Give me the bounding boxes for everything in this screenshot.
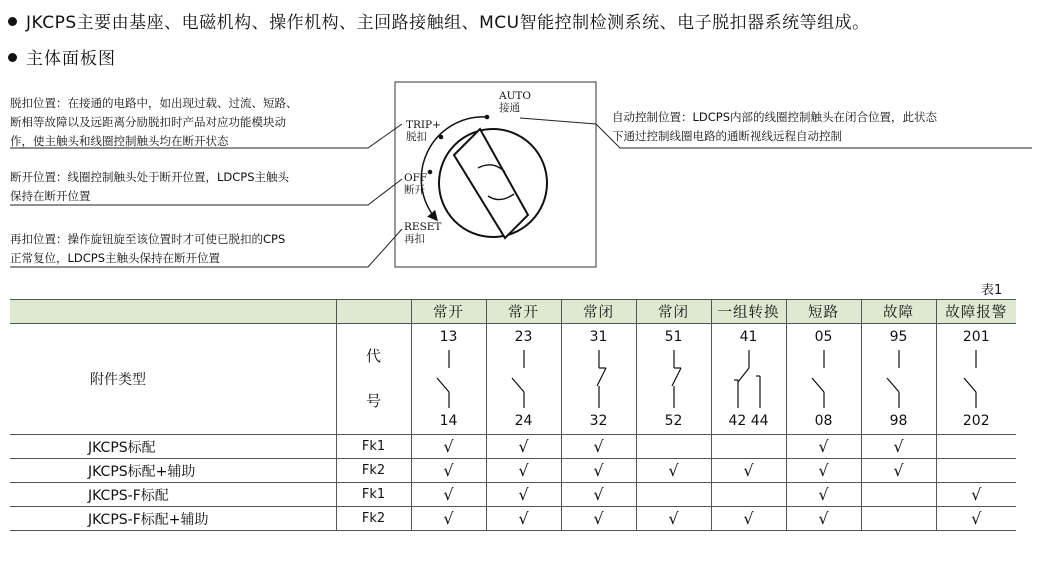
dial-trip-label: TRIP+ 脱扣: [406, 119, 441, 143]
check-cell: √: [561, 483, 636, 507]
check-cell: [711, 483, 786, 507]
intro-text: JKCPS主要由基座、电磁机构、操作机构、主回路接触组、MCU智能控制检测系统、电子脱扣器系统等组成。: [26, 13, 870, 33]
changeover-contact-symbol: [729, 348, 769, 410]
check-cell: √: [411, 459, 486, 483]
table-row: [10, 483, 1016, 507]
off-dot: [428, 170, 433, 175]
table-row: [10, 507, 1016, 531]
table-row: [10, 435, 1016, 459]
row-code: Fk1: [336, 483, 411, 507]
check-cell: √: [936, 483, 1016, 507]
nc-contact-symbol: [579, 348, 619, 410]
header-cell: 故障: [861, 300, 936, 324]
header-cell: 故障报警: [936, 300, 1016, 324]
check-cell: [936, 435, 1016, 459]
table-header-row: [10, 300, 1016, 324]
check-cell: [861, 483, 936, 507]
contact-cell: 05 08: [786, 324, 861, 435]
row-code: Fk2: [336, 459, 411, 483]
row-name: JKCPS-F标配+辅助: [10, 507, 336, 531]
dial-reset-label: RESET 再扣: [404, 221, 442, 245]
auto-dot: [485, 115, 490, 120]
contact-cell: 41 42 44: [711, 324, 786, 435]
check-cell: √: [786, 507, 861, 531]
code-label: 代 号: [336, 324, 411, 435]
code-row: [10, 324, 1016, 435]
check-cell: √: [411, 483, 486, 507]
no-contact-symbol: [429, 348, 469, 410]
check-cell: √: [561, 507, 636, 531]
check-cell: √: [486, 435, 561, 459]
check-cell: √: [861, 459, 936, 483]
reset-note: 再扣位置：操作旋钮旋至该位置时才可使已脱扣的CPS 正常复位，LDCPS主触头保持在断开位置: [10, 232, 286, 265]
check-cell: √: [486, 483, 561, 507]
check-cell: √: [711, 507, 786, 531]
check-cell: √: [636, 507, 711, 531]
contact-cell: 31 32: [561, 324, 636, 435]
header-cell: 常闭: [561, 300, 636, 324]
check-cell: [936, 459, 1016, 483]
row-code: Fk2: [336, 507, 411, 531]
trip-note: 脱扣位置：在接通的电路中，如出现过载、过流、短路、 断相等故障以及远距离分励脱扣时产品对应功能模块动 作，使主触头和线圈控制触头均在断开状态: [10, 96, 298, 148]
check-cell: √: [561, 459, 636, 483]
row-name: JKCPS标配: [10, 435, 336, 459]
table-title: 表1: [981, 283, 1003, 298]
header-cell: 常开: [411, 300, 486, 324]
row-name: JKCPS标配+辅助: [10, 459, 336, 483]
check-cell: √: [486, 459, 561, 483]
no-contact-symbol: [504, 348, 544, 410]
check-cell: [636, 435, 711, 459]
no-contact-symbol: [804, 348, 844, 410]
check-cell: √: [411, 507, 486, 531]
check-cell: √: [711, 459, 786, 483]
header-cell: 一组转换: [711, 300, 786, 324]
check-cell: [861, 507, 936, 531]
type-label: 附件类型: [10, 324, 336, 435]
table-row: [10, 459, 1016, 483]
contact-cell: 23 24: [486, 324, 561, 435]
off-note: 断开位置：线圈控制触头处于断开位置，LDCPS主触头 保持在断开位置: [10, 170, 290, 203]
check-cell: √: [786, 435, 861, 459]
header-cell: 常闭: [636, 300, 711, 324]
check-cell: √: [636, 459, 711, 483]
check-cell: [711, 435, 786, 459]
row-name: JKCPS-F标配: [10, 483, 336, 507]
check-cell: √: [561, 435, 636, 459]
no-contact-symbol: [956, 348, 996, 410]
header-cell: 短路: [786, 300, 861, 324]
auto-note: 自动控制位置：LDCPS内部的线圈控制触头在闭合位置，此状态 下通过控制线圈电路的通断视线远程自动控制: [612, 110, 938, 143]
contact-cell: 51 52: [636, 324, 711, 435]
accessory-table: [10, 299, 1016, 531]
check-cell: √: [411, 435, 486, 459]
header-cell: 常开: [486, 300, 561, 324]
contact-cell: 95 98: [861, 324, 936, 435]
no-contact-symbol: [879, 348, 919, 410]
check-cell: √: [486, 507, 561, 531]
contact-cell: 201 202: [936, 324, 1016, 435]
check-cell: √: [786, 483, 861, 507]
check-cell: [636, 483, 711, 507]
row-code: Fk1: [336, 435, 411, 459]
check-cell: √: [861, 435, 936, 459]
check-cell: √: [936, 507, 1016, 531]
panel-heading-text: 主体面板图: [26, 49, 116, 69]
check-cell: √: [786, 459, 861, 483]
nc-contact-symbol: [654, 348, 694, 410]
contact-cell: 13 14: [411, 324, 486, 435]
dial-off-label: OFF 断开: [404, 172, 428, 196]
dial-auto-label: AUTO 接通: [499, 90, 532, 114]
